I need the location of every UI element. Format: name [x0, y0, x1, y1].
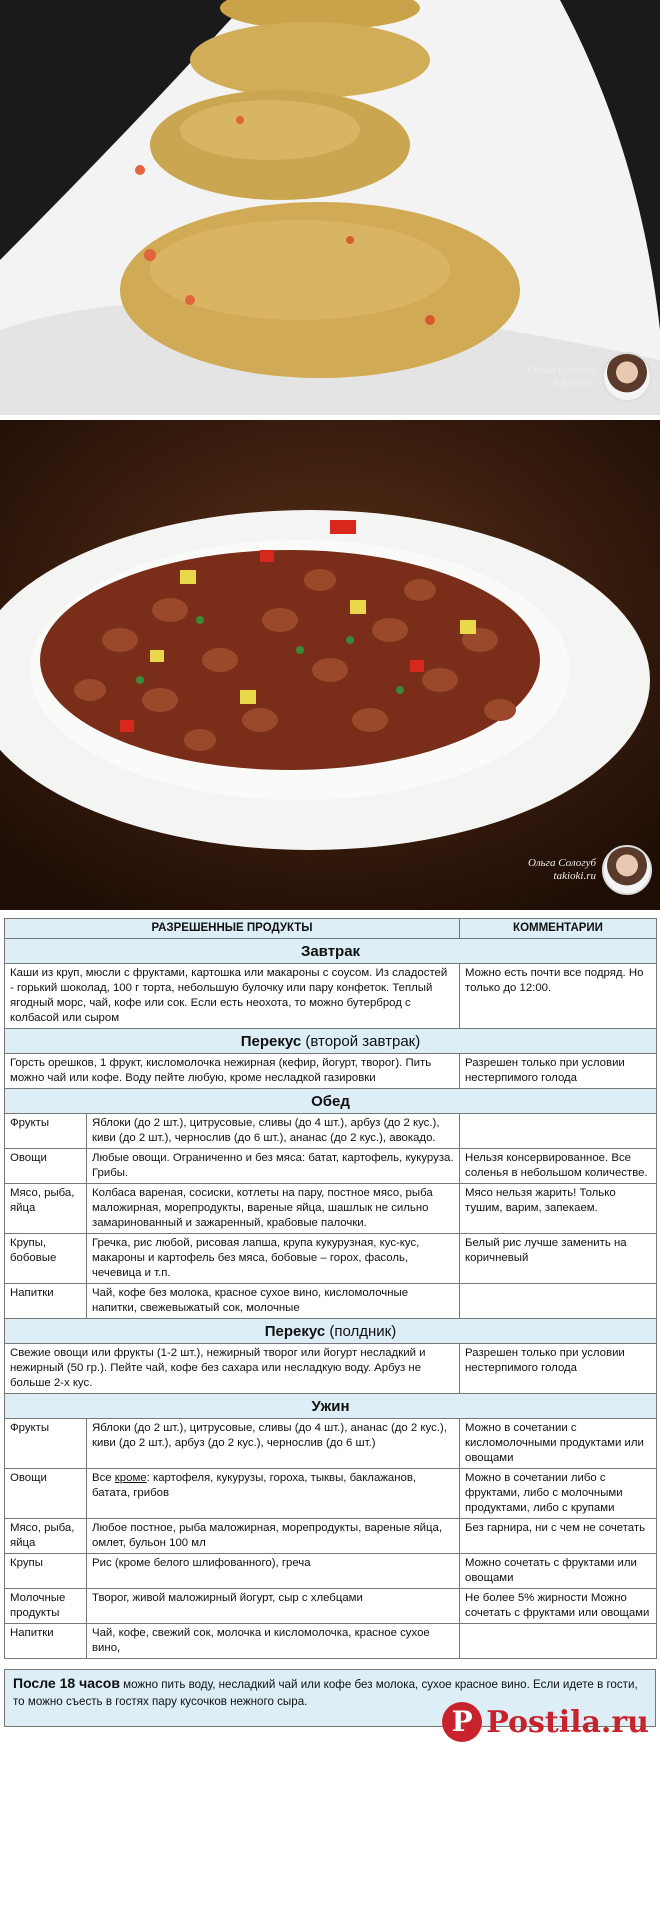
table-row: [5, 1589, 657, 1624]
diet-table: [4, 918, 657, 1659]
cell-comment: [460, 1284, 657, 1319]
postila-logo[interactable]: [442, 1702, 649, 1742]
watermark: [528, 845, 652, 895]
section-title: Ужин: [311, 1398, 350, 1415]
cell-products: [87, 1469, 460, 1519]
table-row: [5, 1054, 657, 1089]
cell-comment: Без гарнира, ни с чем не сочетать: [460, 1519, 657, 1554]
bean-salad-photo: [0, 420, 660, 910]
table-row: [5, 1184, 657, 1234]
table-row: [5, 1284, 657, 1319]
table-row: [5, 1519, 657, 1554]
section-snack2: [5, 1319, 657, 1344]
table-row: [5, 1149, 657, 1184]
table-header: [5, 919, 657, 939]
cell-category: Молочные продукты: [5, 1589, 87, 1624]
section-subtitle: (полдник): [329, 1323, 397, 1340]
cell-category: Мясо, рыба, яйца: [5, 1184, 87, 1234]
cell-products: Творог, живой маложирный йогурт, сыр с хлебцами: [87, 1589, 460, 1624]
comments-column-header: КОММЕНТАРИИ: [460, 919, 657, 939]
underlined-word: кроме: [114, 1472, 147, 1484]
section-title: Обед: [311, 1093, 350, 1110]
section-lunch: [5, 1089, 657, 1114]
cell-comment: Можно есть почти все подряд. Но только до 12:00.: [460, 964, 657, 1029]
table-row: [5, 1554, 657, 1589]
cell-category: Овощи: [5, 1149, 87, 1184]
postila-brand-text: Postila.ru: [486, 1704, 649, 1740]
table-row: [5, 1624, 657, 1659]
cell-comment: Разрешен только при условии нестерпимого голода: [460, 1344, 657, 1394]
section-title: Перекус: [264, 1323, 326, 1340]
cell-category: Мясо, рыба, яйца: [5, 1519, 87, 1554]
table-row: [5, 1344, 657, 1394]
section-snack1: [5, 1029, 657, 1054]
cell-products: Яблоки (до 2 шт.), цитрусовые, сливы (до 4 шт.), арбуз (до 2 кус.), киви (до 2 шт.), чернослив (до 6 шт.), ананас (до 2 кус.), авокадо.: [87, 1114, 460, 1149]
section-breakfast: [5, 939, 657, 964]
cell-category: Фрукты: [5, 1419, 87, 1469]
cell-category: Овощи: [5, 1469, 87, 1519]
cell-comment: Белый рис лучше заменить на коричневый: [460, 1234, 657, 1284]
cell-comment: Можно в сочетании с кисломолочными продуктами или овощами: [460, 1419, 657, 1469]
table-row: [5, 1234, 657, 1284]
section-subtitle: (второй завтрак): [305, 1033, 421, 1050]
watermark-site: takioki.ru: [553, 377, 596, 389]
cell-products: Яблоки (до 2 шт.), цитрусовые, сливы (до 4 шт.), ананас (до 2 кус.), киви (до 2 шт.), арбуз (до 2 кус.), чернослив (до 6 шт.): [87, 1419, 460, 1469]
postila-p-icon: P: [442, 1702, 482, 1742]
cell-products: Свежие овощи или фрукты (1-2 шт.), нежирный творог или йогурт несладкий и нежирный (50 гр.). Пейте чай, кофе без сахара или несладкую воду. Арбуз не больше 2-х кус.: [5, 1344, 460, 1394]
cell-comment: Можно в сочетании либо с фруктами, либо с молочными продуктами, либо с крупами: [460, 1469, 657, 1519]
cell-comment: Нельзя консервированное. Все соленья в небольшом количестве.: [460, 1149, 657, 1184]
text-prefix: Все: [92, 1472, 115, 1484]
cell-comment: [460, 1114, 657, 1149]
cell-products: Гречка, рис любой, рисовая лапша, крупа кукурузная, кус-кус, макароны и картофель без мяса, бобовые – горох, фасоль, чечевица и т.п.: [87, 1234, 460, 1284]
cell-category: Фрукты: [5, 1114, 87, 1149]
text-rest: : картофеля, кукурузы, гороха, тыквы, баклажанов, батата, грибов: [92, 1472, 417, 1499]
cell-products: Любые овощи. Ограниченно и без мяса: батат, картофель, кукуруза. Грибы.: [87, 1149, 460, 1184]
cell-products: Каши из круп, мюсли с фруктами, картошка или макароны с соусом. Из сладостей - горький шоколад, 100 г торта, небольшую булочку или пару конфеток. Теплый ягодный морс, чай, кофе или сок. Если есть неохота, то можно бутерброд с колбасой или сыром: [5, 964, 460, 1029]
section-title: Перекус: [240, 1033, 302, 1050]
watermark-author: Ольга Сологуб: [527, 364, 596, 376]
evening-note-heading: После 18 часов: [13, 1675, 120, 1691]
cabbage-rolls-photo: [0, 0, 660, 415]
cell-category: Крупы, бобовые: [5, 1234, 87, 1284]
cell-category: Крупы: [5, 1554, 87, 1589]
table-row: [5, 1114, 657, 1149]
cell-comment: Разрешен только при условии нестерпимого голода: [460, 1054, 657, 1089]
evening-note-text: можно пить воду, несладкий чай или кофе без молока, сухое красное вино. Если идете в гости, то можно съесть в гостях пару кусочков нежного сыра.: [13, 1678, 638, 1708]
cell-comment: [460, 1624, 657, 1659]
evening-note: [4, 1669, 656, 1740]
author-avatar: [602, 352, 652, 402]
table-row: [5, 964, 657, 1029]
section-title: Завтрак: [300, 943, 361, 960]
cell-comment: Не более 5% жирности Можно сочетать с фруктами или овощами: [460, 1589, 657, 1624]
watermark-site: takioki.ru: [553, 870, 596, 882]
cell-products: Любое постное, рыба маложирная, морепродукты, вареные яйца, омлет, бульон 100 мл: [87, 1519, 460, 1554]
table-row: [5, 1419, 657, 1469]
watermark-author: Ольга Сологуб: [527, 857, 596, 869]
cell-products: Рис (кроме белого шлифованного), греча: [87, 1554, 460, 1589]
table-row: [5, 1469, 657, 1519]
cell-products: Чай, кофе без молока, красное сухое вино, кисломолочные напитки, свежевыжатый сок, молочные: [87, 1284, 460, 1319]
cell-products: Колбаса вареная, сосиски, котлеты на пару, постное мясо, рыба маложирная, морепродукты, вареные яйца, шашлык не сильно замаринованный и зажаренный, крабовые палочки.: [87, 1184, 460, 1234]
cell-category: Напитки: [5, 1284, 87, 1319]
watermark: [528, 352, 652, 402]
cell-comment: Мясо нельзя жарить! Только тушим, варим, запекаем.: [460, 1184, 657, 1234]
section-dinner: [5, 1394, 657, 1419]
author-avatar: [602, 845, 652, 895]
cell-products: Горсть орешков, 1 фрукт, кисломолочка нежирная (кефир, йогурт, творог). Пить можно чай или кофе. Воду пейте любую, кроме несладкой газировки: [5, 1054, 460, 1089]
cell-products: Чай, кофе, свежий сок, молочка и кисломолочка, красное сухое вино,: [87, 1624, 460, 1659]
cell-category: Напитки: [5, 1624, 87, 1659]
diet-table-wrapper: [4, 918, 656, 1659]
cell-comment: Можно сочетать с фруктами или овощами: [460, 1554, 657, 1589]
products-column-header: РАЗРЕШЕННЫЕ ПРОДУКТЫ: [5, 919, 460, 939]
